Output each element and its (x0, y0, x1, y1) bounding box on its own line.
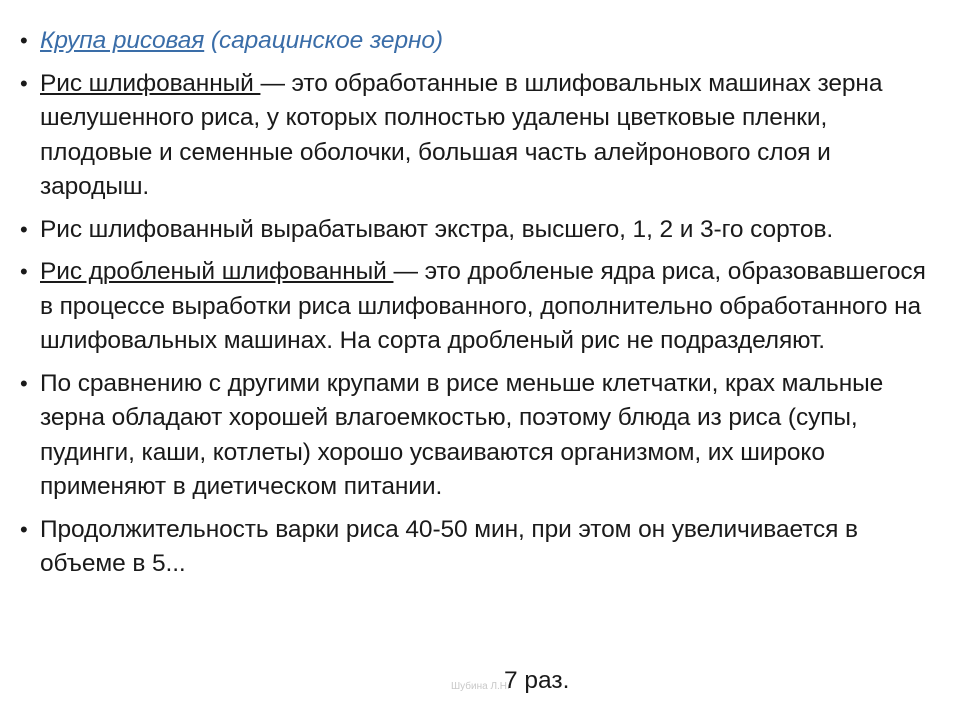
cooking-time-text: Продолжительность варки риса 40-50 мин, при этом он увеличивается в объеме в 5... (40, 515, 858, 577)
bullet-dot-icon: • (20, 516, 28, 542)
bullet-item-polished-rice (20, 67, 940, 205)
rice-grades-text: Рис шлифованный вырабатывают экстра, высшего, 1, 2 и 3-го сортов. (40, 215, 834, 243)
footer-author: Шубина Л.Н. (451, 681, 510, 692)
rice-comparison-text: По сравнению с другими крупами в рисе меньше клетчатки, крах мальные зерна обладают хорошей влагоемкостью, поэтому блюда из риса (супы, пудинги, каши, котлеты) хорошо усваиваются организмом, их широко применяют в диетическом питании. (40, 369, 884, 500)
bullet-item-rice-comparison (20, 367, 940, 505)
rice-groats-subtitle: (сарацинское зерно) (204, 27, 443, 54)
bullet-item-rice-grades (20, 213, 940, 248)
slide-content (20, 24, 940, 590)
broken-rice-definition: — это дробленые ядра риса, образовавшегося в процессе выработки риса шлифованного, дополнительно обработанного на шлифовальных машинах. На сорта дробленый рис не подразделяют. (40, 258, 926, 354)
bullet-dot-icon: • (20, 216, 28, 242)
bullet-item-cooking-time (20, 513, 940, 582)
bullet-list (20, 24, 940, 582)
bullet-dot-icon: • (20, 370, 28, 396)
polished-rice-definition: — это обработанные в шлифовальных машинах зерна шелушенного риса, у которых полностью удалены цветковые пленки, плодовые и семенные оболочки, большая часть алейронового слоя и зародыш. (40, 69, 883, 200)
bullet-item-rice-groats (20, 24, 940, 59)
bullet-item-broken-rice (20, 255, 940, 359)
bullet-dot-icon: • (20, 28, 28, 53)
bullet-dot-icon: • (20, 70, 28, 96)
bullet-dot-icon: • (20, 259, 28, 284)
broken-rice-term: Рис дробленый шлифованный (40, 258, 394, 285)
polished-rice-term: Рис шлифованный (40, 69, 261, 97)
rice-groats-link[interactable]: Крупа рисовая (40, 27, 205, 54)
cooking-time-text-end: 7 раз. (504, 667, 570, 694)
